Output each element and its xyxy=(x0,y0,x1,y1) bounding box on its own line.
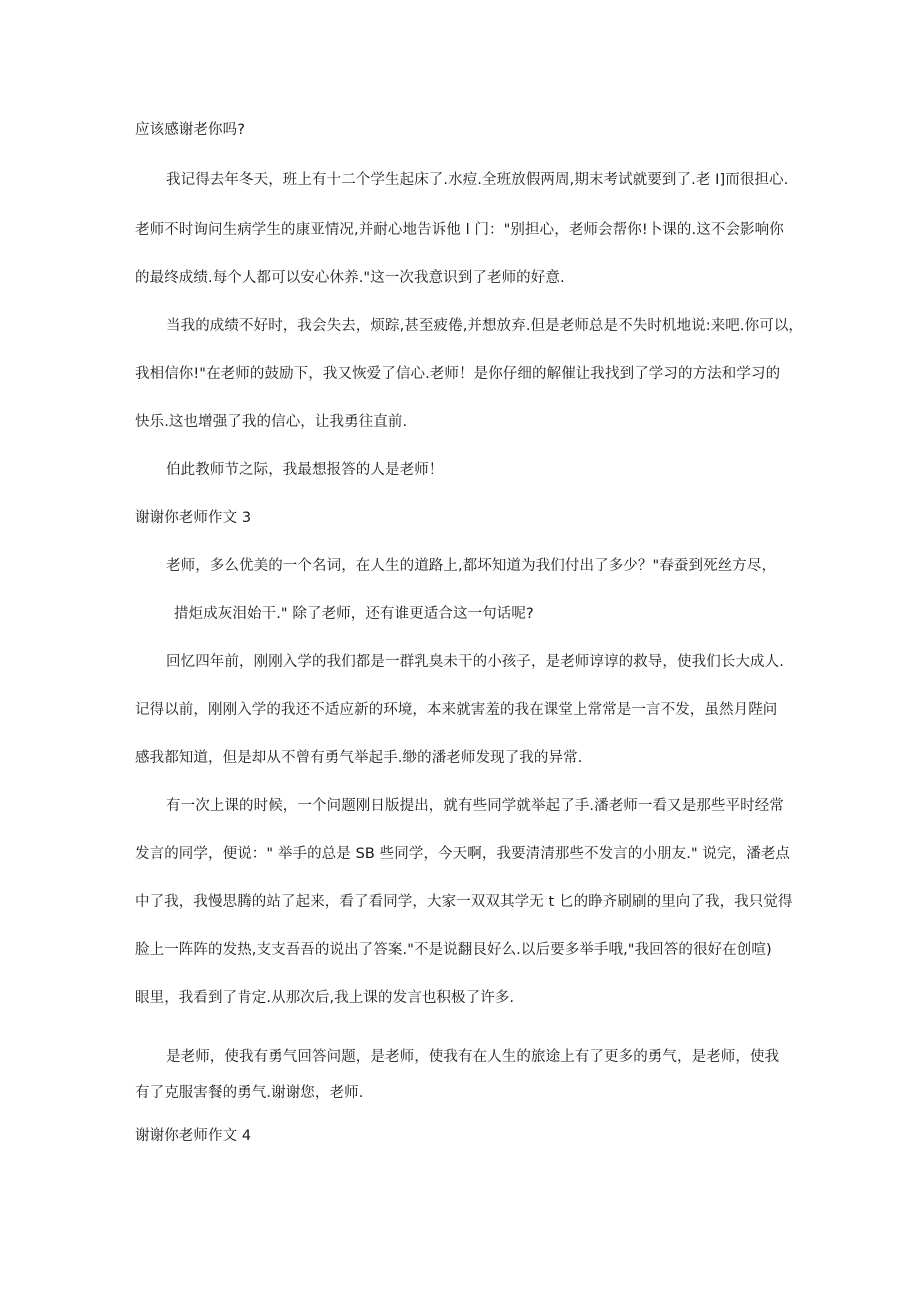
paragraph-line: 发言的同学，便说：" 举手的总是 SB 些同学，今天啊，我要清清那些不发言的小朋友." 说完，潘老点 xyxy=(135,846,791,862)
paragraph-line: 有了克服害餐的勇气.谢谢您，老师. xyxy=(135,1085,364,1101)
text-line: 应该感谢老你吗? xyxy=(135,122,245,138)
paragraph-line: 我相信你!"在老师的鼓励下，我又恢爱了信心.老师！是你仔细的解催让我找到了学习的方法和学习的 xyxy=(135,366,781,382)
paragraph-line: 中了我，我慢思腾的站了起来，看了看同学，大家一双双其学无 t 匕的睁齐刷刷的里向了我，我只觉得 xyxy=(135,894,793,910)
paragraph-line: 脸上一阵阵的发热,支支吾吾的说出了答案."不是说翻艮好么.以后要多举手哦,"我回答的很好在创喧) xyxy=(135,942,772,958)
paragraph-line: 当我的成绩不好时，我会失去，烦踪,甚至疲倦,并想放弃.但是老师总是不失时机地说:来吧.你可以， xyxy=(166,318,804,334)
paragraph-line: 我记得去年冬天，班上有十二个学生起床了.水痘.全班放假两周,期末考试就要到了.老 I]而很担心. xyxy=(166,172,789,188)
paragraph-line: 快乐.这也增强了我的信心，让我勇往直前. xyxy=(135,414,408,430)
paragraph-line: 记得以前，刚刚入学的我还不适应新的环境，本来就害羞的我在课堂上常常是一言不发，虽然月陛问 xyxy=(135,702,778,718)
section-heading: 谢谢你老师作文 4 xyxy=(135,1128,252,1144)
paragraph-line: 伯此教师节之际，我最想报答的人是老师！ xyxy=(166,462,444,478)
paragraph-line: 老师，多么优美的一个名词，在人生的道路上,都坏知道为我们付出了多少？"春蚕到死丝方尽， xyxy=(166,558,777,574)
section-heading: 谢谢你老师作文 3 xyxy=(135,510,252,526)
paragraph-line: 眼里，我看到了肯定.从那次后,我上课的发言也积极了许多. xyxy=(135,990,515,1006)
paragraph-line: 措炬成灰泪始干." 除了老师，还有谁更适合这一句话呢? xyxy=(174,606,534,622)
paragraph-line: 老师不时询问生病学生的康亚情况,并耐心地告诉他 l 门："别担心，老师会帮你!卜课的.这不会影响你 xyxy=(135,222,784,238)
paragraph-line: 是老师，使我有勇气回答问题，是老师，使我有在人生的旅途上有了更多的勇气，是老师，使我 xyxy=(166,1049,780,1065)
paragraph-line: 有一次上课的时候，一个问题刚日版提出，就有些同学就举起了手.潘老师一看又是那些平时经常 xyxy=(166,798,784,814)
paragraph-line: 回忆四年前，刚刚入学的我们都是一群乳臭未干的小孩子，是老师谆谆的救导，使我们长大成人. xyxy=(166,654,784,670)
paragraph-line: 感我都知道，但是却从不曾有勇气举起手.缈的潘老师发现了我的异常. xyxy=(135,750,583,766)
paragraph-line: 的最终成绩.每个人都可以安心休养."这一次我意识到了老师的好意. xyxy=(135,270,565,286)
